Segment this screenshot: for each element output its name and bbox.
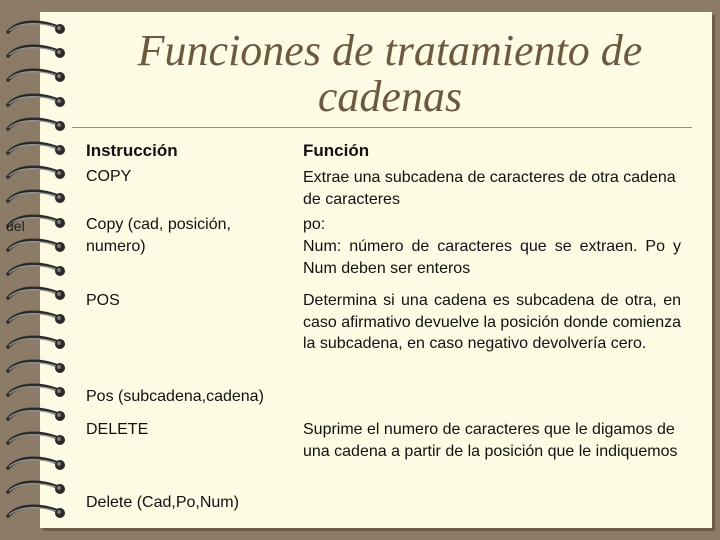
instruction-pos-syntax: Pos (subcadena,cadena)	[86, 388, 264, 405]
binder-ring-icon	[4, 381, 68, 401]
instruction-pos: POS	[86, 292, 120, 309]
side-label: del	[6, 218, 25, 234]
function-pos: Determina si una cadena es subcadena de otra, en caso afirmativo devuelve la posición donde comienza la subcadena, en caso negativo devolvería cero.	[303, 292, 681, 352]
binder-ring-icon	[4, 405, 68, 425]
binder-ring-icon	[4, 478, 68, 498]
binder-ring-icon	[4, 66, 68, 86]
header-funcion: Función	[303, 141, 370, 160]
binder-ring-icon	[4, 163, 68, 183]
instruction-delete: DELETE	[86, 421, 149, 438]
binder-ring-icon	[4, 139, 68, 159]
binder-ring-icon	[4, 260, 68, 280]
function-copy-po: po:	[303, 216, 326, 233]
binder-ring-icon	[4, 115, 68, 135]
instruction-delete-syntax: Delete (Cad,Po,Num)	[86, 494, 239, 511]
binder-ring-icon	[4, 91, 68, 111]
binder-ring-icon	[4, 454, 68, 474]
instruction-copy-syntax: Copy (cad, posición, numero)	[86, 216, 231, 255]
binder-ring-icon	[4, 429, 68, 449]
function-delete: Suprime el numero de caracteres que le digamos de una cadena a partir de la posición que le indiquemos	[303, 421, 678, 460]
binder-ring-icon	[4, 187, 68, 207]
binder-ring-icon	[4, 236, 68, 256]
binder-ring-icon	[4, 308, 68, 328]
binder-ring-icon	[4, 42, 68, 62]
binder-ring-icon	[4, 18, 68, 38]
slide-title: Funciones de tratamiento de cadenas	[137, 26, 643, 121]
header-instruccion: Instrucción	[86, 141, 178, 160]
binder-ring-icon	[4, 357, 68, 377]
binder-ring-icon	[4, 284, 68, 304]
binder-ring-icon	[4, 333, 68, 353]
binder-ring-icon	[4, 502, 68, 522]
instruction-copy: COPY	[86, 168, 132, 185]
title-divider	[72, 127, 692, 128]
function-copy-num: Num: número de caracteres que se extraen. Po y Num deben ser enteros	[303, 238, 681, 277]
function-copy: Extrae una subcadena de caracteres de otra cadena de caracteres	[303, 169, 676, 208]
binder-rings	[0, 18, 72, 528]
